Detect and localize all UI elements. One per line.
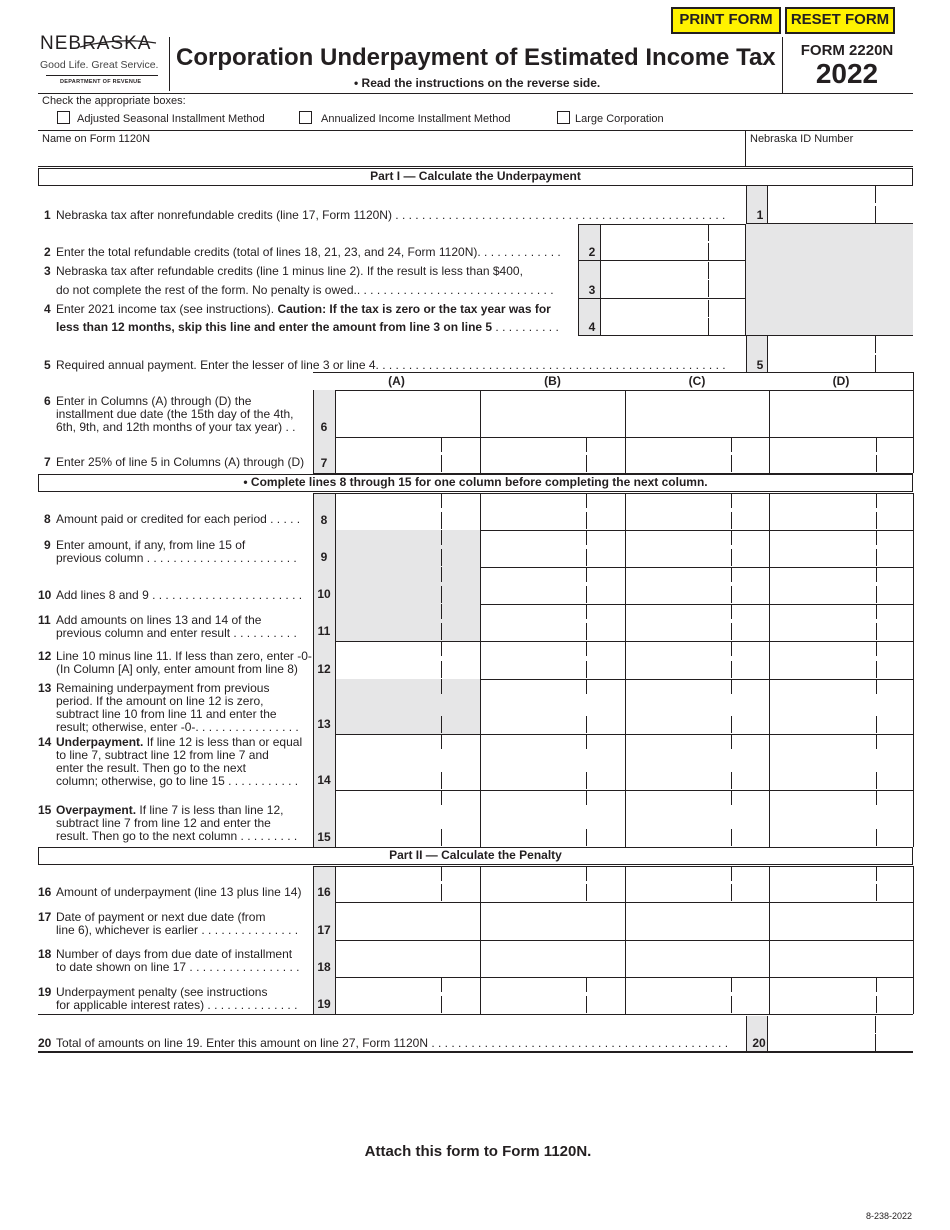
line6-column-c-input[interactable] xyxy=(627,392,767,435)
line6-label-2: installment due date (the 15th day of the 4th, xyxy=(56,407,294,421)
line13-number: 13 xyxy=(38,681,52,695)
line13-label-2: period. If the amount on line 12 is zero, xyxy=(56,694,264,708)
line3-box: 3 xyxy=(588,283,596,297)
line11-label-2: previous column and enter result . . . . . . . . . . xyxy=(56,626,297,640)
line6-column-d-input[interactable] xyxy=(771,392,911,435)
line5-label: Required annual payment. Enter the lesser of line 3 or line 4. . . . . . . . . . . . . . . . . . . . . . . . . . . . . . . . . . . . . . . . . . . . . . . . . . . . . xyxy=(56,358,726,372)
line16-column-b-input[interactable] xyxy=(482,868,623,900)
line7-label: Enter 25% of line 5 in Columns (A) through (D) xyxy=(56,455,305,469)
line3-number: 3 xyxy=(44,264,51,278)
line14-number: 14 xyxy=(38,735,52,749)
line15-box: 15 xyxy=(317,830,331,844)
line13-label-3: subtract line 10 from line 11 and enter the xyxy=(56,707,277,721)
line17-column-c-input[interactable] xyxy=(627,904,767,938)
line8-column-a-input[interactable] xyxy=(337,495,478,528)
line17-label-2: line 6), whichever is earlier . . . . . . . . . . . . . . . xyxy=(56,923,299,937)
line14-label-3: enter the result. Then go to the next xyxy=(56,761,246,775)
large-corporation-label: Large Corporation xyxy=(575,113,664,125)
line7-column-b-input[interactable] xyxy=(482,439,623,471)
line16-column-d-input[interactable] xyxy=(771,868,911,900)
line8-column-d-input[interactable] xyxy=(771,495,911,528)
line12-box: 12 xyxy=(317,662,331,676)
line8-number: 8 xyxy=(44,512,51,526)
line7-number: 7 xyxy=(44,455,51,469)
line7-column-a-input[interactable] xyxy=(337,439,478,471)
line12-column-b-input[interactable] xyxy=(482,643,623,677)
column-b-header: (B) xyxy=(544,374,561,388)
line1-label: Nebraska tax after nonrefundable credits (line 17, Form 1120N) . . . . . . . . . . . . . . . . . . . . . . . . . . . . . . . . . . . . . . . . . . . . . . . . . . xyxy=(56,208,726,222)
line3-input[interactable] xyxy=(602,279,744,297)
reset-form-button[interactable]: RESET FORM xyxy=(785,7,895,34)
logo-swoosh-icon xyxy=(78,35,158,49)
line9-column-c-input[interactable] xyxy=(627,532,767,565)
line4-label-a: Enter 2021 income tax (see instructions). Caution: If the tax is zero or the tax year was for xyxy=(56,302,551,316)
line10-box: 10 xyxy=(317,587,331,601)
line3-label-a: Nebraska tax after refundable credits (line 1 minus line 2). If the result is less than $400, xyxy=(56,264,523,278)
nebraska-id-label: Nebraska ID Number xyxy=(750,133,854,145)
line18-box: 18 xyxy=(317,960,331,974)
line15-label-1: Overpayment. If line 7 is less than line 12, xyxy=(56,803,284,817)
line9-column-b-input[interactable] xyxy=(482,532,623,565)
line16-box: 16 xyxy=(317,885,331,899)
line14-column-a-input[interactable] xyxy=(337,736,478,788)
line3-label-b: do not complete the rest of the form. No penalty is owed.. . . . . . . . . . . . . . . . . . . . . . . . . . . . . . xyxy=(56,283,554,297)
line18-label-1: Number of days from due date of installment xyxy=(56,947,293,961)
line8-column-c-input[interactable] xyxy=(627,495,767,528)
line2-input[interactable] xyxy=(602,242,744,260)
line16-label: Amount of underpayment (line 13 plus line 14) xyxy=(56,885,302,899)
column-a-header: (A) xyxy=(388,374,405,388)
form-year: 2022 xyxy=(815,58,879,89)
line13-box: 13 xyxy=(317,717,331,731)
line5-box: 5 xyxy=(756,358,764,372)
line11-label-1: Add amounts on lines 13 and 14 of the xyxy=(56,613,262,627)
line19-label-2: for applicable interest rates) . . . . . . . . . . . . . . xyxy=(56,998,298,1012)
part2-title: Part II — Calculate the Penalty xyxy=(38,847,913,865)
line1-input[interactable] xyxy=(769,205,911,223)
line6-column-a-input[interactable] xyxy=(337,392,478,435)
line13-column-c-input[interactable] xyxy=(627,681,767,732)
annualized-income-checkbox[interactable] xyxy=(299,111,312,124)
line15-number: 15 xyxy=(38,803,52,817)
adjusted-seasonal-label: Adjusted Seasonal Installment Method xyxy=(77,113,265,125)
name-label: Name on Form 1120N xyxy=(42,133,151,145)
logo-tagline: Good Life. Great Service. xyxy=(40,59,159,71)
line12-number: 12 xyxy=(38,649,52,663)
logo-name: NEBRASKA xyxy=(40,33,152,54)
line20-input[interactable] xyxy=(769,1033,911,1051)
line14-label-4: column; otherwise, go to line 15 . . . . . . . . . . . xyxy=(56,774,299,788)
line11-column-c-input[interactable] xyxy=(627,606,767,639)
line18-column-a-input[interactable] xyxy=(337,942,478,975)
large-corporation-checkbox[interactable] xyxy=(557,111,570,124)
line14-label-2: to line 7, subtract line 12 from line 7 and xyxy=(56,748,269,762)
checkbox-prompt: Check the appropriate boxes: xyxy=(42,95,186,107)
line12-column-c-input[interactable] xyxy=(627,643,767,677)
form-code: 8-238-2022 xyxy=(866,1211,913,1221)
line11-number: 11 xyxy=(38,613,51,627)
line6-column-b-input[interactable] xyxy=(482,392,623,435)
line15-column-b-input[interactable] xyxy=(482,792,623,845)
line2-label: Enter the total refundable credits (total of lines 18, 21, 23, and 24, Form 1120N). . . . . . . . . . . . . xyxy=(56,245,561,259)
line8-label: Amount paid or credited for each period . . . . . xyxy=(56,512,301,526)
line4-number: 4 xyxy=(44,302,51,316)
line13-label-4: result; otherwise, enter -0-. . . . . . . . . . . . . . . . xyxy=(56,720,299,734)
line16-column-a-input[interactable] xyxy=(337,868,478,900)
line19-box: 19 xyxy=(317,997,331,1011)
line14-column-d-input[interactable] xyxy=(771,736,911,788)
line2-box: 2 xyxy=(588,245,596,259)
line17-column-b-input[interactable] xyxy=(482,904,623,938)
line18-label-2: to date shown on line 17 . . . . . . . . . . . . . . . . . xyxy=(56,960,300,974)
line17-column-a-input[interactable] xyxy=(337,904,478,938)
line5-input[interactable] xyxy=(769,354,911,372)
line10-number: 10 xyxy=(38,588,52,602)
attach-instruction: Attach this form to Form 1120N. xyxy=(364,1143,592,1160)
line17-label-1: Date of payment or next due date (from xyxy=(56,910,266,924)
line14-box: 14 xyxy=(317,773,331,787)
line20-number: 20 xyxy=(38,1036,52,1050)
line14-column-b-input[interactable] xyxy=(482,736,623,788)
line14-column-c-input[interactable] xyxy=(627,736,767,788)
line15-label-3: result. Then go to the next column . . . . . . . . . xyxy=(56,829,298,843)
complete-lines-note: • Complete lines 8 through 15 for one column before completing the next column. xyxy=(38,474,913,492)
nebraska-logo xyxy=(38,33,168,91)
line19-label-1: Underpayment penalty (see instructions xyxy=(56,985,268,999)
line16-column-c-input[interactable] xyxy=(627,868,767,900)
name-input[interactable] xyxy=(40,146,740,166)
line13-column-d-input[interactable] xyxy=(771,681,911,732)
line17-number: 17 xyxy=(38,910,52,924)
line7-column-c-input[interactable] xyxy=(627,439,767,471)
line14-label-1: Underpayment. If line 12 is less than or equal xyxy=(56,735,303,749)
line20-label: Total of amounts on line 19. Enter this amount on line 27, Form 1120N . . . . . . . . . . . . . . . . . . . . . . . . . . . . . . . . . . . . . . . . . . . . . xyxy=(56,1036,729,1050)
column-d-header: (D) xyxy=(832,374,850,388)
line17-column-d-input[interactable] xyxy=(771,904,911,938)
line17-box: 17 xyxy=(317,923,331,937)
line4-box: 4 xyxy=(588,320,596,334)
line18-column-c-input[interactable] xyxy=(627,942,767,975)
line20-box: 20 xyxy=(752,1036,766,1050)
line10-label: Add lines 8 and 9 . . . . . . . . . . . . . . . . . . . . . . . xyxy=(56,588,303,602)
line18-number: 18 xyxy=(38,947,52,961)
line7-column-d-input[interactable] xyxy=(771,439,911,471)
line19-number: 19 xyxy=(38,985,52,999)
line2-number: 2 xyxy=(44,245,51,259)
line12-label-1: Line 10 minus line 11. If less than zero, enter -0- xyxy=(56,649,312,663)
line11-box: 11 xyxy=(317,624,331,638)
line12-label-2: (In Column [A] only, enter amount from line 8) xyxy=(56,662,298,676)
form-number: FORM 2220N xyxy=(800,42,894,59)
line9-box: 9 xyxy=(320,550,328,564)
line19-column-b-input[interactable] xyxy=(482,979,623,1012)
line15-label-2: subtract line 7 from line 12 and enter the xyxy=(56,816,271,830)
page-title: Corporation Underpayment of Estimated Income Tax xyxy=(176,44,776,71)
part1-title: Part I — Calculate the Underpayment xyxy=(38,168,913,186)
line18-column-b-input[interactable] xyxy=(482,942,623,975)
adjusted-seasonal-checkbox[interactable] xyxy=(57,111,70,124)
line10-column-d-input[interactable] xyxy=(771,569,911,602)
page-subtitle: • Read the instructions on the reverse side. xyxy=(354,76,601,90)
line11-column-b-input[interactable] xyxy=(482,606,623,639)
annualized-income-label: Annualized Income Installment Method xyxy=(321,113,511,125)
line8-column-b-input[interactable] xyxy=(482,495,623,528)
column-c-header: (C) xyxy=(688,374,706,388)
line8-box: 8 xyxy=(320,513,328,527)
line10-column-c-input[interactable] xyxy=(627,569,767,602)
line16-number: 16 xyxy=(38,885,52,899)
line10-column-b-input[interactable] xyxy=(482,569,623,602)
logo-department: DEPARTMENT OF REVENUE xyxy=(60,79,142,85)
line11-column-d-input[interactable] xyxy=(771,606,911,639)
line13-label-1: Remaining underpayment from previous xyxy=(56,681,270,695)
line12-column-a-input[interactable] xyxy=(337,643,478,677)
line9-number: 9 xyxy=(44,538,51,552)
line9-column-d-input[interactable] xyxy=(771,532,911,565)
line12-column-d-input[interactable] xyxy=(771,643,911,677)
line19-column-d-input[interactable] xyxy=(771,979,911,1012)
line9-label-1: Enter amount, if any, from line 15 of xyxy=(56,538,246,552)
line4-input[interactable] xyxy=(602,317,744,335)
line1-number: 1 xyxy=(44,208,51,222)
line4-label-b: less than 12 months, skip this line and enter the amount from line 3 on line 5 . . . . . . . . . . xyxy=(56,320,559,334)
line6-label-3: 6th, 9th, and 12th months of your tax year) . . xyxy=(56,420,296,434)
line15-column-d-input[interactable] xyxy=(771,792,911,845)
line7-box: 7 xyxy=(320,456,328,470)
print-form-button[interactable]: PRINT FORM xyxy=(671,7,781,34)
line6-label-1: Enter in Columns (A) through (D) the xyxy=(56,394,252,408)
line5-number: 5 xyxy=(44,358,51,372)
line9-label-2: previous column . . . . . . . . . . . . . . . . . . . . . . . xyxy=(56,551,297,565)
line13-column-b-input[interactable] xyxy=(482,681,623,732)
line6-box: 6 xyxy=(320,420,328,434)
line6-number: 6 xyxy=(44,394,51,408)
nebraska-id-input[interactable] xyxy=(750,146,910,166)
line15-column-a-input[interactable] xyxy=(337,792,478,845)
line19-column-a-input[interactable] xyxy=(337,979,478,1012)
line15-column-c-input[interactable] xyxy=(627,792,767,845)
line1-box: 1 xyxy=(756,208,764,222)
line19-column-c-input[interactable] xyxy=(627,979,767,1012)
line18-column-d-input[interactable] xyxy=(771,942,911,975)
